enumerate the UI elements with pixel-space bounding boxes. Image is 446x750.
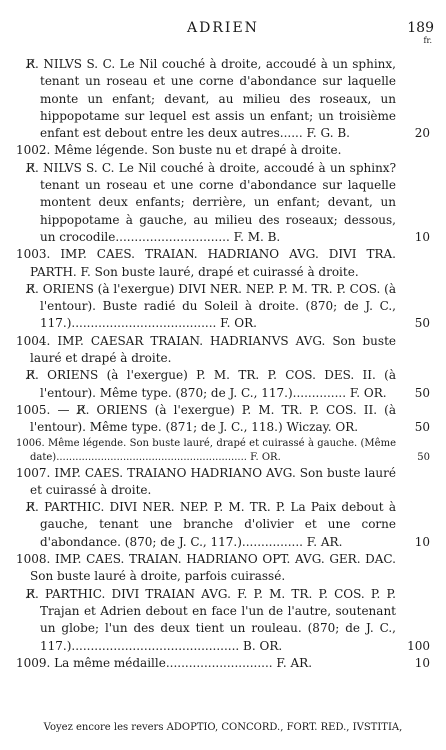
- entry-obverse: 1007. IMP. CAES. TRAIANO HADRIANO AVG. Son buste lauré et cuirassé à droite.: [16, 465, 396, 497]
- entry-variant: 1005. — R̸. ORIENS (à l'exergue) P. M. TR. P. COS. II. (à l'entour). Même type. (871; de J. C., 118.) Wiczay. OR. 50: [30, 402, 430, 437]
- entry-variant-small: 1006. Même légende. Son buste lauré, drapé et cuirassé à gauche. (Même date)............................................................ F. OR. 50: [16, 437, 430, 463]
- footer-note: Voyez encore les revers ADOPTIO, CONCORD., FORT. RED., IVSTITIA,: [43, 722, 403, 733]
- entry-value: 10: [414, 534, 430, 549]
- page-header: [0, 20, 446, 54]
- entry-value: 100: [407, 638, 430, 653]
- entry-value: 50: [414, 316, 430, 331]
- page-number-sub: fr.: [423, 36, 432, 45]
- entry-value: 50: [414, 420, 430, 435]
- entry-value: 10: [414, 229, 430, 244]
- entry-reverse: R̸. PARTHIC. DIVI TRAIAN AVG. F. P. M. TR. P. COS. P. P. Trajan et Adrien debout en face l'un de l'autre, soutenant un globe; l'un des deux tient un rouleau. (870; de J. C., 117.)............................................ B. OR. 100: [40, 586, 430, 655]
- catalog-body: [16, 56, 430, 672]
- entry-reverse: R̸. PARTHIC. DIVI NER. NEP. P. M. TR. P. La Paix debout à gauche, tenant une branche d'olivier et une corne d'abondance. (870; de J. C., 117.)................ F. AR. 10: [40, 499, 430, 551]
- entry-value: 10: [414, 655, 430, 670]
- entry-reverse: R̸. NILVS S. C. Le Nil couché à droite, accoudé à un sphinx? tenant un roseau et une corne d'abondance sur laquelle montent deux enfants; derrière, un enfant; devant, un hippopotame à gauche, au milieu des roseaux; dessous, un crocodile.............................. F. M. B. 10: [40, 160, 430, 246]
- page-number-value: 189: [407, 20, 434, 36]
- entry-reverse: R̸. ORIENS (à l'exergue) DIVI NER. NEP. P. M. TR. P. COS. (à l'entour). Buste radié du Soleil à droite. (870; de J. C., 117.)...................................... F. OR. 50: [40, 281, 430, 333]
- entry-value: 50: [414, 385, 430, 400]
- entry-obverse: 1002. Même légende. Son buste nu et drapé à droite.: [16, 143, 342, 158]
- entry-obverse: 1004. IMP. CAESAR TRAIAN. HADRIANVS AVG. Son buste lauré et drapé à droite.: [16, 333, 396, 366]
- page-number: [407, 20, 434, 45]
- entry-obverse: 1003. IMP. CAES. TRAIAN. HADRIANO AVG. DIVI TRA. PARTH. F. Son buste lauré, drapé et cuirassé à droite.: [16, 247, 396, 279]
- entry-obverse: 1009. La même médaille............................ F. AR. 10: [30, 655, 430, 672]
- entry-obverse: 1008. IMP. CAES. TRAIAN. HADRIANO OPT. AVG. GER. DAC. Son buste lauré à droite, parfois cuirassé.: [16, 552, 396, 584]
- entry-value: 20: [414, 126, 430, 141]
- entry-value: 50: [417, 451, 430, 463]
- entry-reverse: R̸. NILVS S. C. Le Nil couché à droite, accoudé à un sphinx, tenant un roseau et une corne d'abondance sur laquelle monte un enfant; devant, au milieu des roseaux, un hippopotame sur lequel est assis un enfant; un troisième enfant est debout entre les deux autres...... F. G. B. 20: [40, 56, 430, 142]
- entry-reverse: R̸. ORIENS (à l'exergue) P. M. TR. P. COS. DES. II. (à l'entour). Même type. (870; de J. C., 117.).............. F. OR. 50: [40, 367, 430, 402]
- running-title: ADRIEN: [187, 20, 259, 36]
